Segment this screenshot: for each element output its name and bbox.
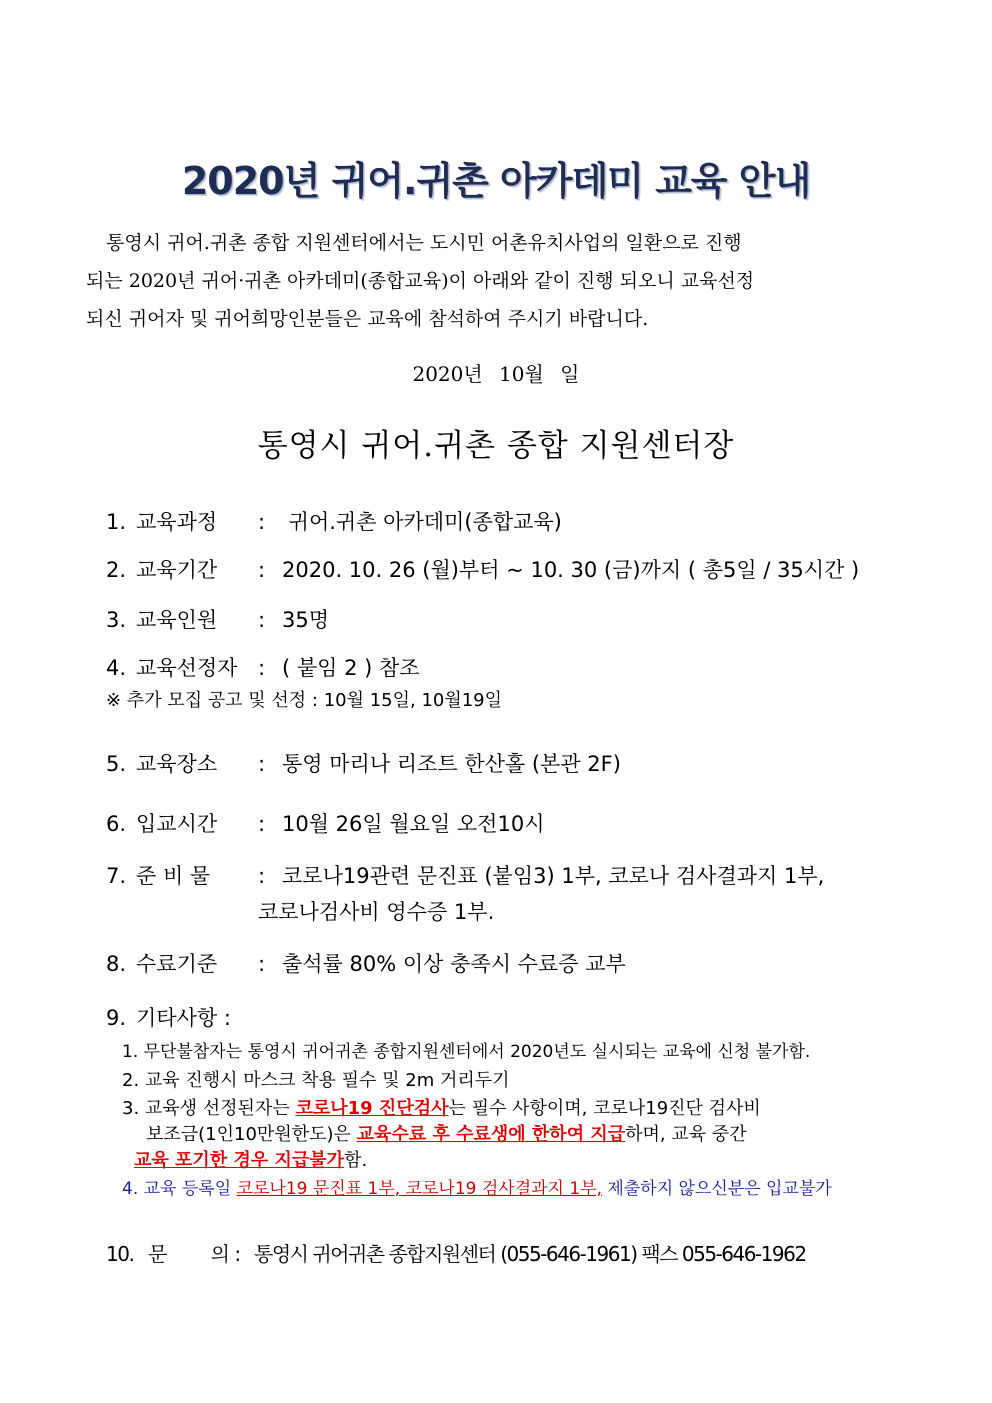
item-value: ( 붙임 2 ) 참조: [282, 656, 420, 680]
etc-item-3-line3: 교육 포기한 경우 지급불가함.: [134, 1150, 368, 1171]
item-course: 1. 교육과정 : 귀어.귀촌 아카데미(종합교육): [106, 510, 562, 534]
intro-line-3: 되신 귀어자 및 귀어희망인분들은 교육에 참석하여 주시기 바랍니다.: [86, 308, 649, 330]
item-value: 35명: [282, 608, 330, 632]
covid-test-highlight: 코로나19 진단검사: [295, 1098, 449, 1119]
documents-highlight: 코로나19 문진표 1부, 코로나19 검사결과지 1부,: [236, 1179, 603, 1199]
item-value: 귀어.귀촌 아카데미(종합교육): [282, 510, 562, 534]
contact-line: 10. 문 의 : 통영시 귀어귀촌 종합지원센터 (055-646-1961) 팩스 055-646-1962: [106, 1242, 806, 1266]
item-entry-time: 6. 입교시간 : 10월 26일 월요일 오전10시: [106, 812, 545, 836]
item-criteria: 8. 수료기준 : 출석률 80% 이상 충족시 수료증 교부: [106, 952, 626, 976]
intro-line-2: 되는 2020년 귀어·귀촌 아카데미(종합교육)이 아래와 같이 진행 되오니 교육선정: [86, 270, 755, 292]
subsidy-highlight: 교육수료 후 수료생에 한하여 지급: [356, 1124, 626, 1145]
item-prep-cont: 코로나검사비 영수증 1부.: [258, 900, 495, 924]
intro-line-1: 통영시 귀어.귀촌 종합 지원센터에서는 도시민 어촌유치사업의 일환으로 진행: [106, 232, 742, 254]
item-selected: 4. 교육선정자 : ( 붙임 2 ) 참조: [106, 656, 420, 680]
intro-paragraph: [86, 224, 896, 338]
item-venue: 5. 교육장소 : 통영 마리나 리조트 한산홀 (본관 2F): [106, 752, 621, 776]
etc-item-2: 2. 교육 진행시 마스크 착용 필수 및 2m 거리두기: [122, 1070, 510, 1091]
item-period: 2. 교육기간 : 2020. 10. 26 (월)부터 ~ 10. 30 (금)까지 ( 총5일 / 35시간 ): [106, 558, 860, 582]
etc-item-3: 3. 교육생 선정된자는 코로나19 진단검사는 필수 사항이며, 코로나19진단 검사비: [122, 1098, 761, 1119]
etc-item-3-line2: 보조금(1인10만원한도)은 교육수료 후 수료생에 한하여 지급하며, 교육 중간: [146, 1124, 747, 1145]
item-etc: 9. 기타사항 :: [106, 1006, 231, 1030]
item-value: 코로나19관련 문진표 (붙임3) 1부, 코로나 검사결과지 1부,: [282, 864, 825, 888]
recruit-note: ※ 추가 모집 공고 및 선정 : 10월 15일, 10월19일: [106, 690, 503, 711]
etc-item-1: 1. 무단불참자는 통영시 귀어귀촌 종합지원센터에서 2020년도 실시되는 교육에 신청 불가함.: [122, 1042, 811, 1062]
no-subsidy-highlight: 교육 포기한 경우 지급불가: [134, 1150, 345, 1171]
signer: 통영시 귀어.귀촌 종합 지원센터장: [257, 428, 735, 464]
item-value: 출석률 80% 이상 충족시 수료증 교부: [282, 952, 626, 976]
etc-item-4: 4. 교육 등록일 코로나19 문진표 1부, 코로나19 검사결과지 1부, 제출하지 않으신분은 입교불가: [122, 1179, 832, 1199]
item-prep: 7. 준 비 물 : 코로나19관련 문진표 (붙임3) 1부, 코로나 검사결과지 1부,: [106, 864, 825, 888]
contact-info: 통영시 귀어귀촌 종합지원센터 (055-646-1961) 팩스 055-646-1962: [254, 1242, 806, 1266]
item-value: 10월 26일 월요일 오전10시: [282, 812, 545, 836]
item-headcount: 3. 교육인원 : 35명: [106, 608, 330, 632]
issue-date: 2020년 10월 일: [412, 362, 580, 386]
document-title: 2020년 귀어.귀촌 아카데미 교육 안내: [181, 159, 811, 203]
item-value: 2020. 10. 26 (월)부터 ~ 10. 30 (금)까지 ( 총5일 / 35시간 ): [282, 558, 860, 582]
item-value: 통영 마리나 리조트 한산홀 (본관 2F): [282, 752, 621, 776]
